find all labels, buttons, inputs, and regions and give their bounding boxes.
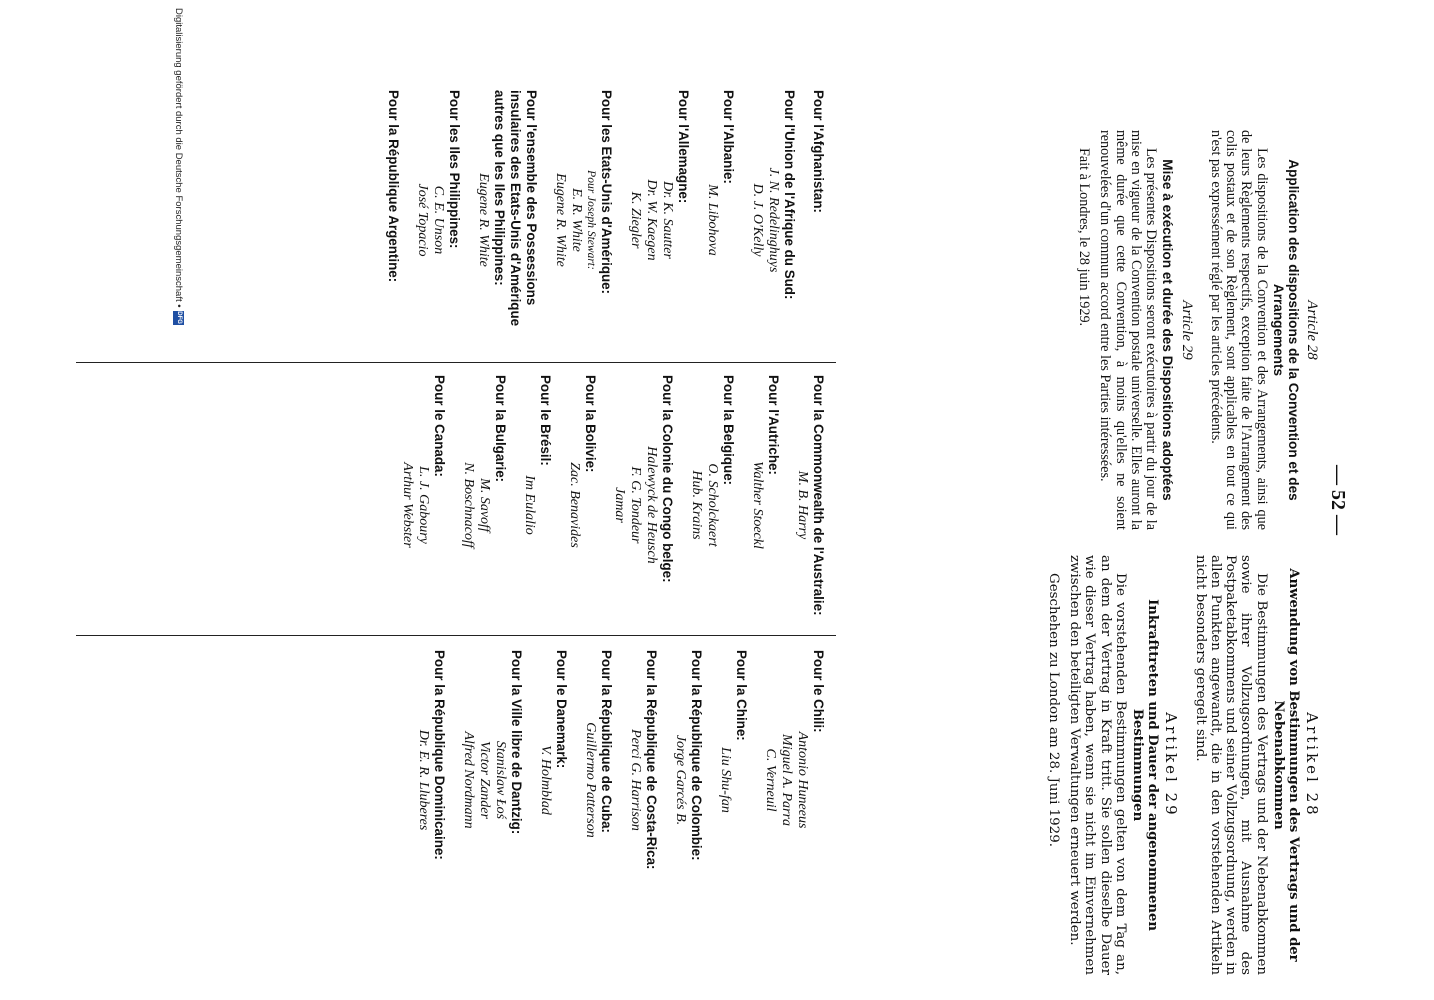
signature-group bbox=[415, 650, 447, 910]
signer-name: Victor Zander bbox=[477, 741, 492, 819]
country-label: Pour la Commonwealth de l'Australie: bbox=[811, 375, 826, 616]
signature-group bbox=[460, 375, 508, 635]
signer-prefix: Pour Joseph Stewart: bbox=[585, 170, 597, 270]
signer-name: Jorge Garcés B. bbox=[673, 734, 688, 826]
signatures-column-3 bbox=[402, 650, 826, 910]
column-divider bbox=[76, 635, 836, 636]
signer-name: Jamar bbox=[612, 487, 627, 523]
country-label: Pour la République de Cuba: bbox=[599, 650, 614, 834]
country-label: Pour le Chili: bbox=[811, 650, 826, 733]
signer-name: O. Scholckaert bbox=[705, 463, 720, 547]
german-column bbox=[1045, 555, 1319, 975]
country-label: Pour la Ville libre de Dantzig: bbox=[509, 650, 524, 835]
credit-text: Digitalisierung gefördert durch die Deutsche Forschungsgemeinschaft • bbox=[172, 8, 184, 308]
signer-name: N. Boschnacoff bbox=[461, 462, 476, 548]
french-column bbox=[1076, 130, 1319, 530]
fr-article-28-number: Article 28 bbox=[1304, 300, 1320, 360]
country-label: Pour la République de Costa-Rica: bbox=[644, 650, 659, 870]
signature-group bbox=[794, 375, 826, 635]
country-label: Pour la Chine: bbox=[734, 650, 749, 741]
fr-dated-line: Fait à Londres, le 28 juin 1929. bbox=[1076, 148, 1093, 327]
signature-group bbox=[810, 90, 826, 350]
signer-name: Alfred Nordmann bbox=[461, 731, 476, 829]
signature-group bbox=[537, 650, 569, 910]
signer-name: Eugene R. White bbox=[553, 173, 568, 267]
signer-name: Hub. Krains bbox=[689, 470, 704, 540]
fr-article-28-text: Les dispositions de la Convention et des Arrangements, ainsi que de leurs Règlements respectifs, exception faite de l'Arrangement des colis postaux et de son Règlement, sont applicables en tout ce qui n'est pas expressément réglé par les articles précédents. bbox=[1207, 130, 1270, 530]
country-label: Pour l'Union de l'Afrique du Sud: bbox=[782, 90, 797, 300]
signer-name: Miguel A. Parra bbox=[779, 734, 794, 826]
signer-name: Antonio Huneeus bbox=[795, 731, 810, 829]
signer-name: K. Ziegler bbox=[628, 191, 643, 249]
signature-group bbox=[672, 650, 704, 910]
signer-name: José Topacio bbox=[415, 183, 430, 257]
country-label: Pour les Iles Philippines: bbox=[447, 90, 462, 249]
signer-name: C. E. Unson bbox=[431, 185, 446, 255]
signer-name: Liu Shu-fan bbox=[718, 747, 733, 813]
signer-name: Walther Stoeckl bbox=[750, 461, 765, 549]
de-article-28-number: Artikel 28 bbox=[1303, 712, 1321, 818]
signer-name: V. Holmblad bbox=[538, 745, 553, 815]
signer-name: C. Verneuil bbox=[763, 748, 778, 812]
signer-name: Perci G. Harrison bbox=[628, 729, 643, 831]
signer-name: M. Libohova bbox=[705, 184, 720, 256]
signer-name: Zac. Benavides bbox=[567, 462, 582, 548]
signer-name: Stanislaw Łoś bbox=[493, 740, 508, 820]
signature-group bbox=[399, 375, 447, 635]
country-label: Pour la République de Colombie: bbox=[689, 650, 704, 861]
signature-group bbox=[627, 650, 659, 910]
country-label: Pour le Canada: bbox=[432, 375, 447, 477]
signature-group bbox=[749, 90, 797, 350]
signature-group bbox=[611, 375, 675, 635]
country-label: Pour la Bolivie: bbox=[583, 375, 598, 473]
signer-name: J. N. Redelinghuys bbox=[766, 167, 781, 273]
column-divider bbox=[76, 362, 836, 363]
signer-name: Dr. K. Sautter bbox=[660, 181, 675, 259]
country-label: Pour l'Allemagne: bbox=[676, 90, 691, 204]
signer-name: D. J. O'Kelly bbox=[750, 183, 765, 257]
signature-group bbox=[566, 375, 598, 635]
country-label: Pour l'Albanie: bbox=[721, 90, 736, 184]
signer-name: F. G. Tondeur bbox=[628, 466, 643, 544]
fr-article-28-title: Application des dispositions de la Convention et des Arrangements bbox=[1270, 159, 1301, 501]
signature-group bbox=[749, 375, 781, 635]
signer-name: Dr. E. R. Lluberes bbox=[416, 729, 431, 831]
signature-group bbox=[552, 90, 614, 350]
country-label: Pour le Danemark: bbox=[554, 650, 569, 769]
signature-group bbox=[688, 375, 736, 635]
country-label: Pour la Colonie du Congo belge: bbox=[660, 375, 675, 583]
de-article-28-text: Die Bestimmungen des Vertrags und der Nebenabkommen sowie ihrer Vollzugsordnungen, mit Ausnahme des Postpaketabkommens und seiner Vollzugsordnung, werden in allen Punkten angewandt, die in den vorstehenden Artikeln nicht besonders geregelt sind. bbox=[1192, 555, 1269, 975]
fr-article-29-text: Les présentes Dispositions seront exécutoires à partir du jour de la mise en vigueur de la Convention postale universelle. Elles auront la même durée que cette Convention, à moins qu'elles ne soient renouvelées d'un commun accord entre les Parties intéressées. bbox=[1097, 130, 1160, 530]
signature-group bbox=[385, 90, 401, 350]
signature-group bbox=[627, 90, 691, 350]
dfg-logo-icon: DFG bbox=[173, 311, 184, 325]
fr-article-29-title: Mise à exécution et durée des Dispositions adoptées bbox=[1160, 159, 1176, 501]
country-label: Pour la République Argentine: bbox=[386, 90, 401, 283]
signer-name: Eugene R. White bbox=[476, 173, 491, 267]
signatures-column-2 bbox=[386, 375, 826, 635]
country-label: Pour la République Dominicaine: bbox=[432, 650, 447, 860]
fr-article-29-number: Article 29 bbox=[1178, 300, 1195, 360]
de-dated-line: Geschehen zu London am 28. Juni 1929. bbox=[1045, 573, 1061, 847]
signer-name: Dr. W. Kaegen bbox=[644, 179, 659, 261]
signer-name: L. J. Gaboury bbox=[416, 466, 431, 544]
de-article-29-text: Die vorstehenden Bestimmungen gelten von dem Tag an, an dem der Vertrag in Kraft tritt. Sie sollen dieselbe Dauer wie dieser Vertrag haben, wenn sie nicht im Einvernehmen zwischen den beteiligten Verwaltungen erneuert werden. bbox=[1067, 555, 1128, 975]
country-label: Pour l'Autriche: bbox=[766, 375, 781, 475]
signer-name: E. R. White bbox=[569, 188, 584, 252]
signature-group bbox=[521, 375, 553, 635]
signature-group bbox=[582, 650, 614, 910]
de-article-29-title: Inkrafttreten und Dauer der angenommenen Bestimmungen bbox=[1129, 599, 1160, 931]
de-article-29-number: Artikel 29 bbox=[1162, 712, 1181, 818]
de-article-28-title: Anwendung von Bestimmungen des Vertrags und der Nebenabkommen bbox=[1270, 568, 1301, 962]
signature-group bbox=[475, 90, 539, 350]
signer-name: M. Savoff bbox=[477, 478, 492, 532]
country-label: Pour les Etats-Unis d'Amérique: bbox=[599, 90, 614, 295]
signatures-column-1 bbox=[372, 90, 826, 350]
page-number: — 52 — bbox=[1327, 465, 1349, 535]
country-label: Pour l'ensemble des Possessions insulaires des Etats-Unis d'Amérique autres que les Iles Philippines: bbox=[492, 90, 539, 327]
signer-name: Im Eulalio bbox=[522, 475, 537, 535]
signature-group bbox=[762, 650, 826, 910]
signature-group bbox=[717, 650, 749, 910]
signature-group bbox=[704, 90, 736, 350]
digitization-credit bbox=[173, 8, 184, 325]
country-label: Pour la Belgique: bbox=[721, 375, 736, 486]
country-label: Pour le Brésil: bbox=[538, 375, 553, 466]
country-label: Pour l'Afghanistan: bbox=[811, 90, 826, 213]
country-label: Pour la Bulgarie: bbox=[493, 375, 508, 483]
signature-group bbox=[460, 650, 524, 910]
signer-name: Halewyck de Heusch bbox=[644, 446, 659, 564]
signer-name: M. B. Harry bbox=[795, 470, 810, 540]
signer-name: Guillermo Patterson bbox=[583, 722, 598, 838]
signer-name: Arthur Webster bbox=[400, 462, 415, 548]
signature-group bbox=[414, 90, 462, 350]
